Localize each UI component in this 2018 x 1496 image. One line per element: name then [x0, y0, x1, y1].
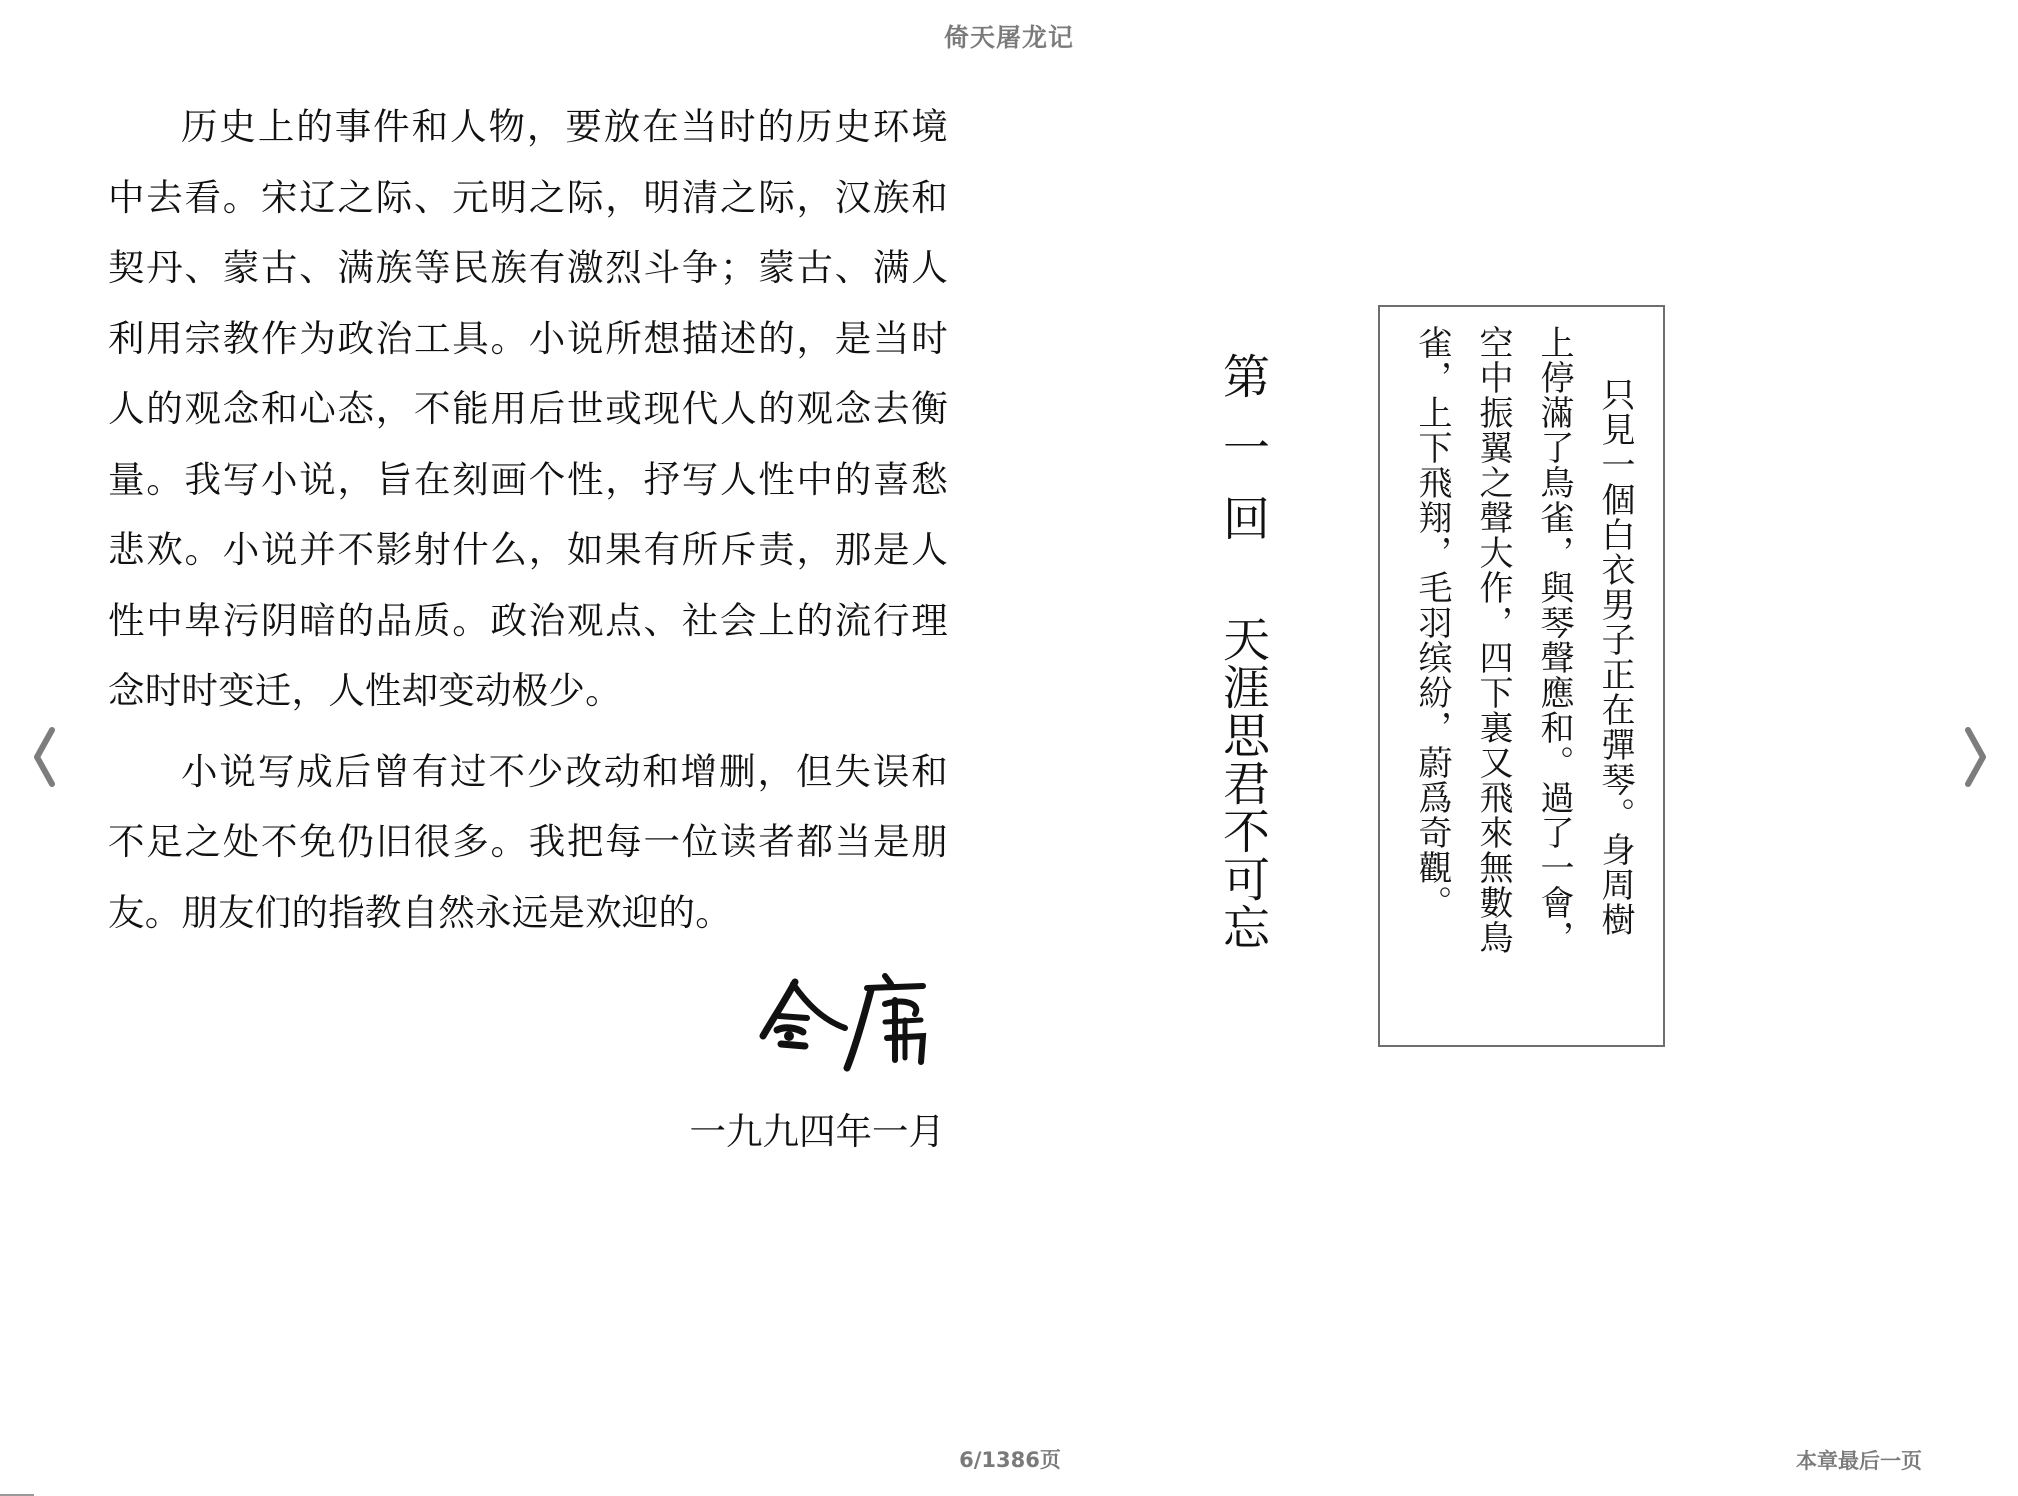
author-signature	[745, 970, 945, 1080]
preface-paragraph: 小说写成后曾有过不少改动和增删，但失误和不足之处不免仍旧很多。我把每一位读者都当是朋友。朋友们的指教自然永远是欢迎的。	[108, 749, 948, 934]
next-page-button[interactable]	[1956, 722, 1996, 792]
chapter-last-page-hint[interactable]: 本章最后一页	[1796, 1449, 1922, 1473]
epigraph-column: 上停滿了鳥雀，與琴聲應和。過了一會，	[1534, 325, 1574, 955]
epigraph-column: 空中振翼之聲大作，四下裏又飛來無數鳥	[1473, 325, 1513, 955]
chevron-left-icon	[24, 722, 64, 792]
chapter-epigraph	[1401, 325, 1645, 1035]
page-indicator: 6/1386页	[959, 1448, 1061, 1472]
preface-paragraph: 历史上的事件和人物，要放在当时的历史环境中去看。宋辽之际、元明之际，明清之际，汉族和契丹、蒙古、满族等民族有激烈斗争；蒙古、满人利用宗教作为政治工具。小说所想描述的，是当时人的观念和心态，不能用后世或现代人的观念去衡量。我写小说，旨在刻画个性，抒写人性中的喜愁悲欢。小说并不影射什么，如果有所斥责，那是人性中卑污阴暗的品质。政治观点、社会上的流行理念时时变迁，人性却变动极少。	[108, 105, 948, 712]
chevron-right-icon	[1956, 722, 1996, 792]
chapter-heading	[1212, 352, 1272, 951]
chapter-epigraph-box	[1378, 305, 1665, 1047]
preface-text	[108, 92, 948, 948]
book-title: 倚天屠龙记	[943, 23, 1074, 52]
chapter-number: 第一回	[1215, 352, 1270, 565]
chapter-name: 天涯思君不可忘	[1215, 615, 1270, 951]
epigraph-column: 只見一個白衣男子正在彈琴。身周樹	[1595, 377, 1635, 937]
epigraph-column: 雀，上下飛翔，毛羽缤紛，蔚爲奇觀。	[1412, 325, 1452, 920]
preface-date: 一九九四年一月	[689, 1110, 945, 1153]
prev-page-button[interactable]	[24, 722, 64, 792]
